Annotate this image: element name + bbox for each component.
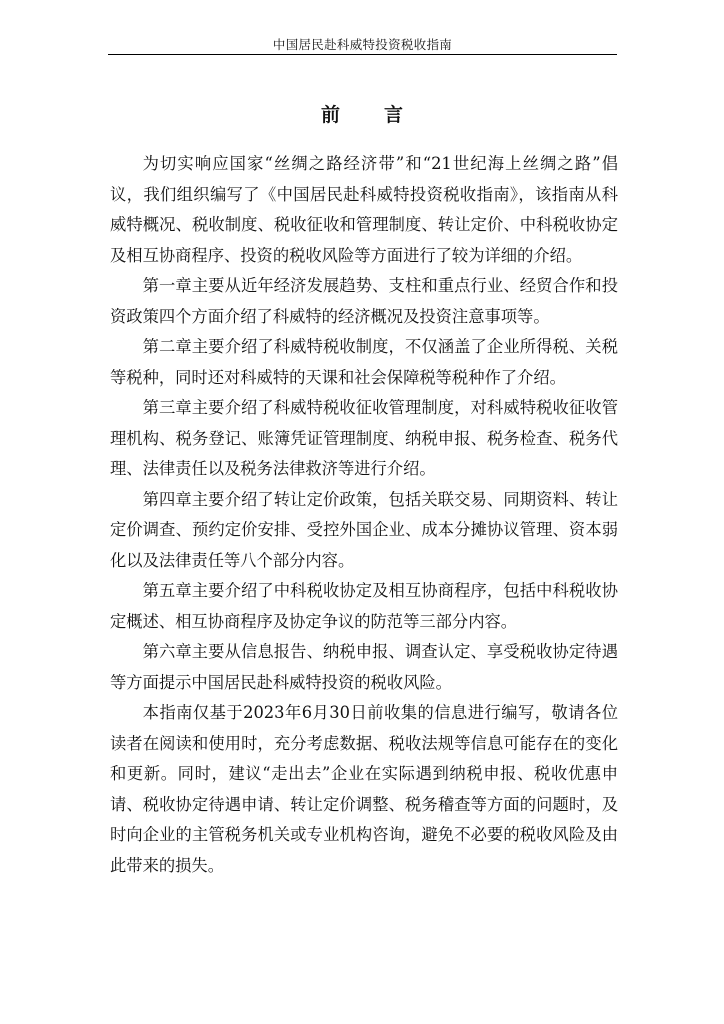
- header-divider: [108, 54, 617, 55]
- preface-body: [110, 149, 618, 881]
- title-char-2: 言: [384, 104, 404, 126]
- paragraph-chapter-4: 第四章主要介绍了转让定价政策，包括关联交易、同期资料、转让定价调查、预约定价安排、受控外国企业、成本分摊协议管理、资本弱化以及法律责任等八个部分内容。: [110, 489, 618, 570]
- running-header: 中国居民赴科威特投资税收指南: [272, 37, 453, 52]
- paragraph-chapter-3: 第三章主要介绍了科威特税收征收管理制度，对科威特税收征收管理机构、税务登记、账簿凭证管理制度、纳税申报、税务检查、税务代理、法律责任以及税务法律救济等进行介绍。: [110, 398, 618, 478]
- paragraph-chapter-5: 第五章主要介绍了中科税收协定及相互协商程序，包括中科税收协定概述、相互协商程序及协定争议的防范等三部分内容。: [110, 581, 618, 631]
- paragraph-intro: 为切实响应国家“丝绸之路经济带”和“21世纪海上丝绸之路”倡议，我们组织编写了《中国居民赴科威特投资税收指南》，该指南从科威特概况、税收制度、税收征收和管理制度、转让定价、中科税收协定及相互协商程序、投资的税收风险等方面进行了较为详细的介绍。: [110, 154, 618, 265]
- paragraph-chapter-1: 第一章主要从近年经济发展趋势、支柱和重点行业、经贸合作和投资政策四个方面介绍了科威特的经济概况及投资注意事项等。: [110, 276, 618, 326]
- paragraph-chapter-2: 第二章主要介绍了科威特税收制度，不仅涵盖了企业所得税、关税等税种，同时还对科威特的天课和社会保障税等税种作了介绍。: [110, 337, 618, 387]
- paragraph-disclaimer: 本指南仅基于2023年6月30日前收集的信息进行编写，敬请各位读者在阅读和使用时，充分考虑数据、税收法规等信息可能存在的变化和更新。同时，建议“走出去”企业在实际遇到纳税申报、税收优惠申请、税收协定待遇申请、转让定价调整、税务稽查等方面的问题时，及时向企业的主管税务机关或专业机构咨询，避免不必要的税收风险及由此带来的损失。: [110, 703, 618, 875]
- paragraph-chapter-6: 第六章主要从信息报告、纳税申报、调查认定、享受税收协定待遇等方面提示中国居民赴科威特投资的税收风险。: [110, 642, 618, 692]
- title-char-1: 前: [320, 104, 340, 126]
- page-title: [0, 100, 724, 127]
